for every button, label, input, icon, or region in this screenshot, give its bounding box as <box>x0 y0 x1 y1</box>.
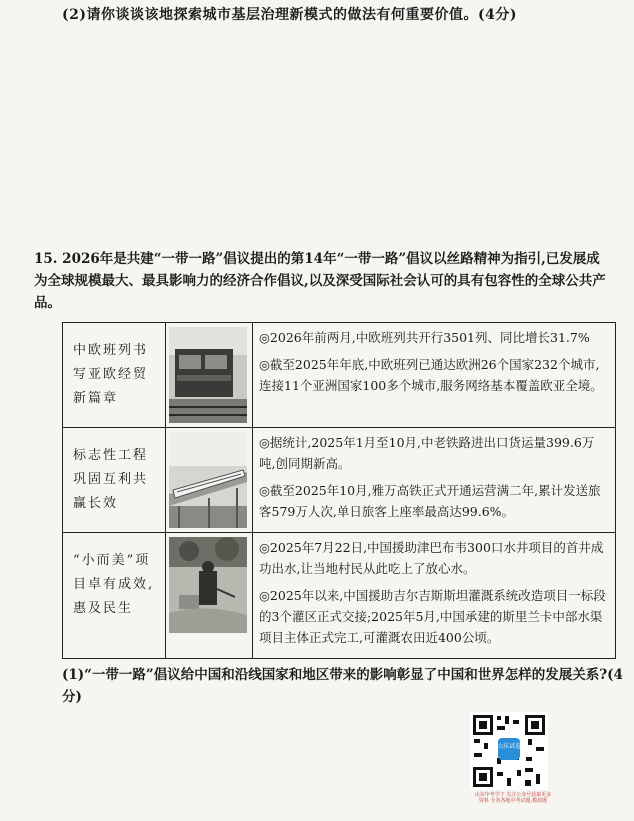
material-table <box>62 322 616 659</box>
row-label: 标志性工程巩固互利共赢长效 <box>63 428 166 533</box>
question-15-intro: 15. 2026年是共建“一带一路”倡议提出的第14年“一带一路”倡议以丝路精神为指引,已发展成为全球规模最大、最具影响力的经济合作倡议,以及深受国际社会认可的具有包容性的全球公共产品。 <box>34 251 606 311</box>
row-paragraph: ◎截至2025年年底,中欧班列已通达欧洲26个国家232个城市,连接11个亚洲国家100多个城市,服务网络基本覆盖欧亚全境。 <box>259 357 603 393</box>
row-paragraph: ◎截至2025年10月,雅万高铁正式开通运营满二年,累计发送旅客579万人次,单日旅客上座率最高达99.6%。 <box>259 483 601 519</box>
question-2: (2)请你谈谈该地探索城市基层治理新模式的做法有何重要价值。(4分) <box>62 7 517 23</box>
question-1: (1)“一带一路”倡议给中国和沿线国家和地区带来的影响彰显了中国和世界怎样的发展关系?(4分) <box>62 667 623 705</box>
qr-center-label: 山东试卷 <box>496 743 522 750</box>
qr-caption: 山东中考学子 关注公众号获取更多资料 全省各地中考试题,模拟题 <box>474 792 552 804</box>
row-paragraph: ◎2026年前两月,中欧班列共开行3501列、同比增长31.7% <box>259 330 590 345</box>
row-paragraph: ◎2025年以来,中国援助吉尔吉斯斯坦灌溉系统改造项目一标段的3个灌区正式交接;2025年5月,中国承建的斯里兰卡中部水渠项目主体正式完工,可灌溉农田近400公顷。 <box>259 588 606 645</box>
row-text <box>253 533 616 659</box>
row-text <box>253 428 616 533</box>
row-image-cell <box>166 533 253 659</box>
row-paragraph: ◎2025年7月22日,中国援助津巴布韦300口水井项目的首井成功出水,让当地村民从此吃上了放心水。 <box>259 540 604 576</box>
row-image-cell <box>166 428 253 533</box>
high-speed-rail-photo <box>169 432 247 528</box>
freight-train-photo <box>169 327 247 423</box>
row-paragraph: ◎据统计,2025年1月至10月,中老铁路进出口货运量399.6万吨,创同期新高。 <box>259 435 595 471</box>
table-row <box>63 323 616 428</box>
row-label: 中欧班列书写亚欧经贸新篇章 <box>63 323 166 428</box>
table-row <box>63 428 616 533</box>
water-well-photo <box>169 537 247 633</box>
table-row <box>63 533 616 659</box>
row-image-cell <box>166 323 253 428</box>
row-label: “小而美”项目卓有成效,惠及民生 <box>63 533 166 659</box>
qr-code-icon <box>470 712 548 790</box>
row-text <box>253 323 616 428</box>
